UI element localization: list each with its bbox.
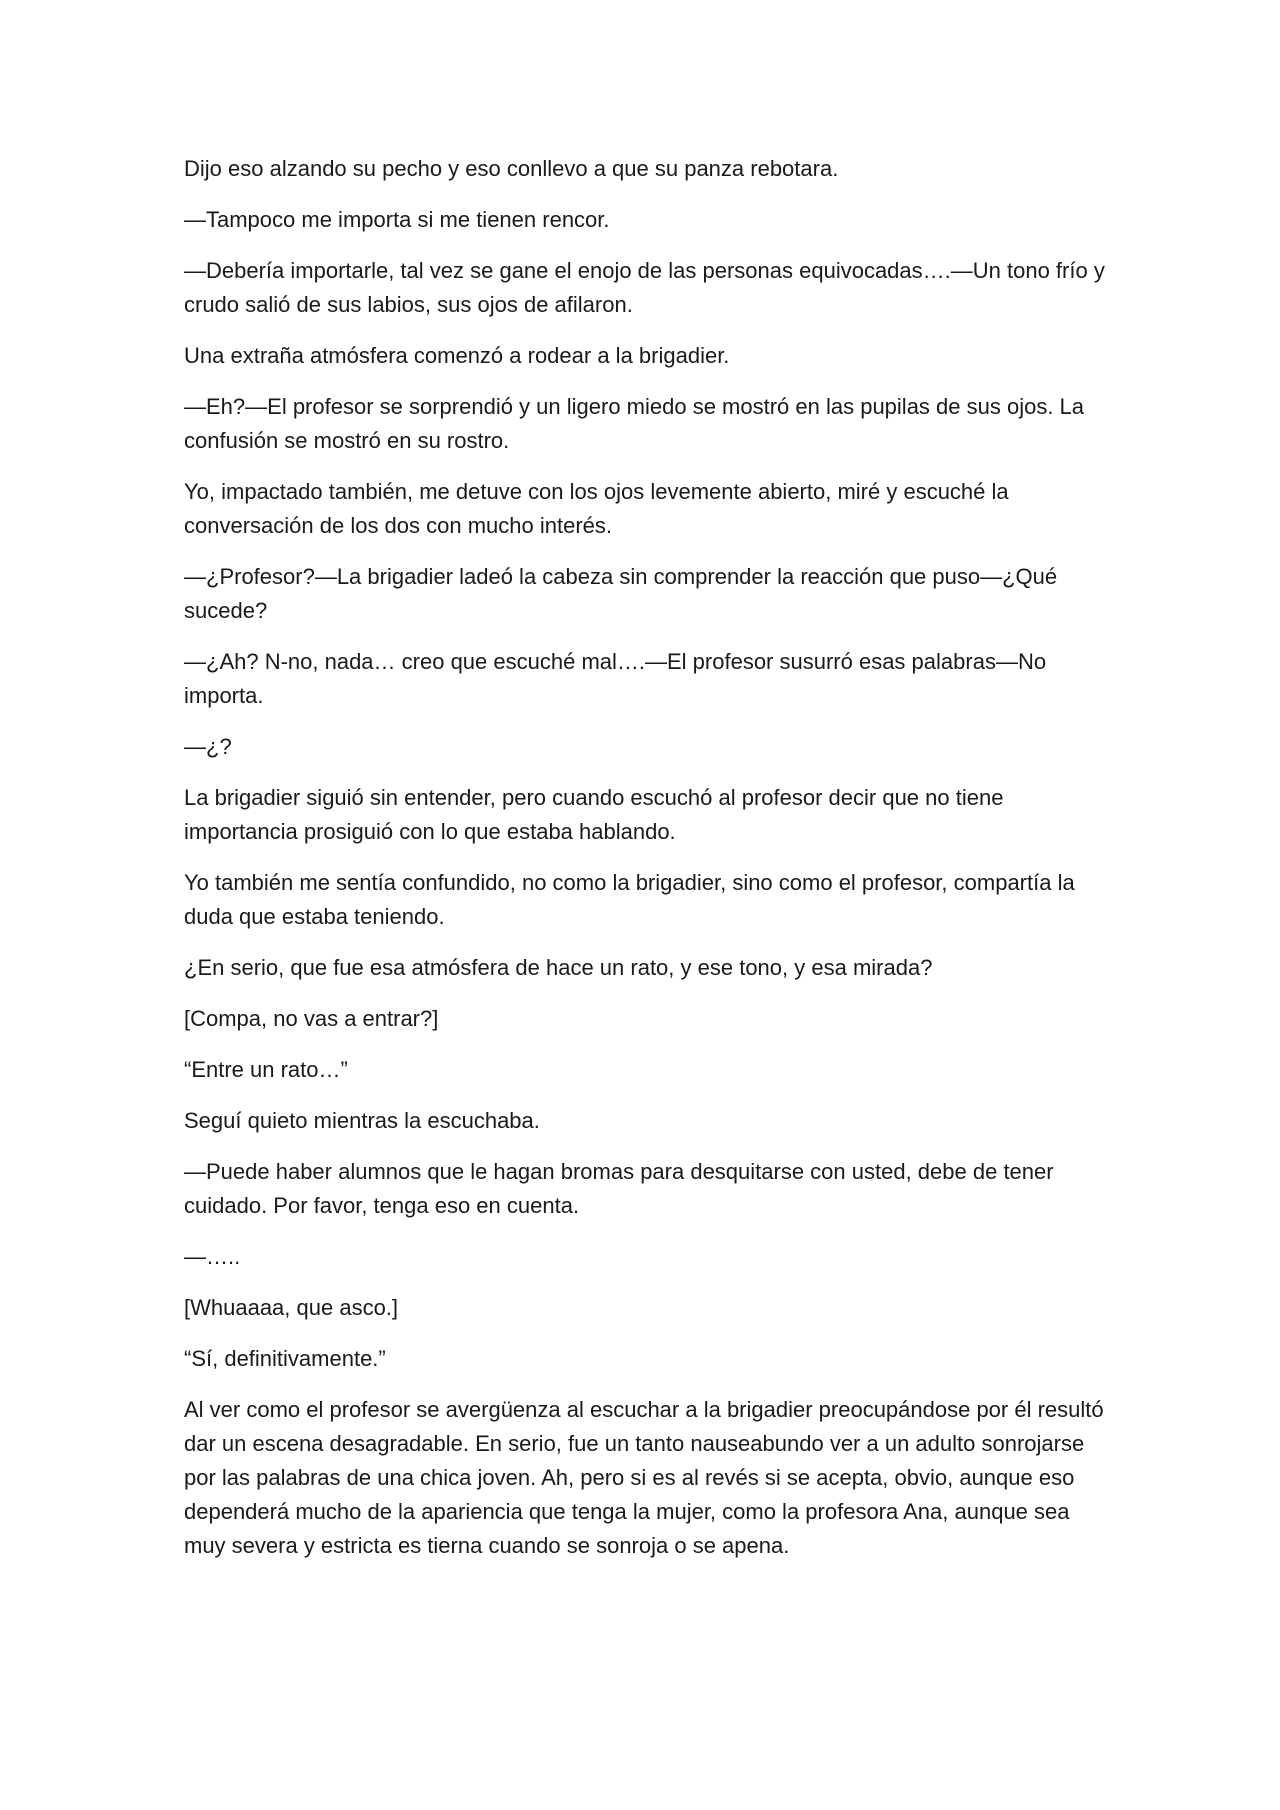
paragraph: —Puede haber alumnos que le hagan bromas para desquitarse con usted, debe de tener cuidado. Por favor, tenga eso en cuenta.: [184, 1159, 1054, 1218]
paragraph: —¿Profesor?—La brigadier ladeó la cabeza sin comprender la reacción que puso—¿Qué sucede?: [184, 564, 1058, 623]
paragraph: Dijo eso alzando su pecho y eso conllevo a que su panza rebotara.: [184, 156, 839, 181]
paragraph: —¿Ah? N-no, nada… creo que escuché mal….—El profesor susurró esas palabras—No importa.: [184, 649, 1047, 708]
paragraph: “Sí, definitivamente.”: [184, 1346, 386, 1371]
paragraph: Una extraña atmósfera comenzó a rodear a la brigadier.: [184, 343, 730, 368]
paragraph: “Entre un rato…”: [184, 1057, 348, 1082]
paragraph: [Compa, no vas a entrar?]: [184, 1006, 439, 1031]
document-page: [184, 152, 1114, 1580]
paragraph: —¿?: [184, 734, 232, 759]
paragraph: Yo, impactado también, me detuve con los ojos levemente abierto, miré y escuché la conversación de los dos con mucho interés.: [184, 479, 1009, 538]
paragraph: ¿En serio, que fue esa atmósfera de hace un rato, y ese tono, y esa mirada?: [184, 955, 933, 980]
paragraph: La brigadier siguió sin entender, pero cuando escuchó al profesor decir que no tiene importancia prosiguió con lo que estaba hablando.: [184, 785, 1004, 844]
paragraph: —Eh?—El profesor se sorprendió y un ligero miedo se mostró en las pupilas de sus ojos. La confusión se mostró en su rostro.: [184, 394, 1085, 453]
paragraph: —Debería importarle, tal vez se gane el enojo de las personas equivocadas….—Un tono frío y crudo salió de sus labios, sus ojos de afilaron.: [184, 258, 1105, 317]
paragraph: —…..: [184, 1244, 241, 1269]
paragraph: Al ver como el profesor se avergüenza al escuchar a la brigadier preocupándose por él resultó dar un escena desagradable. En serio, fue un tanto nauseabundo ver a un adulto sonrojarse por las palabras de una chica joven. Ah, pero si es al revés si se acepta, obvio, aunque eso dependerá mucho de la apariencia que tenga la mujer, como la profesora Ana, aunque sea muy severa y estricta es tierna cuando se sonroja o se apena.: [184, 1397, 1104, 1558]
paragraph: Seguí quieto mientras la escuchaba.: [184, 1108, 540, 1133]
paragraph: —Tampoco me importa si me tienen rencor.: [184, 207, 610, 232]
paragraph: [Whuaaaa, que asco.]: [184, 1295, 399, 1320]
paragraph: Yo también me sentía confundido, no como la brigadier, sino como el profesor, compartía la duda que estaba teniendo.: [184, 870, 1075, 929]
